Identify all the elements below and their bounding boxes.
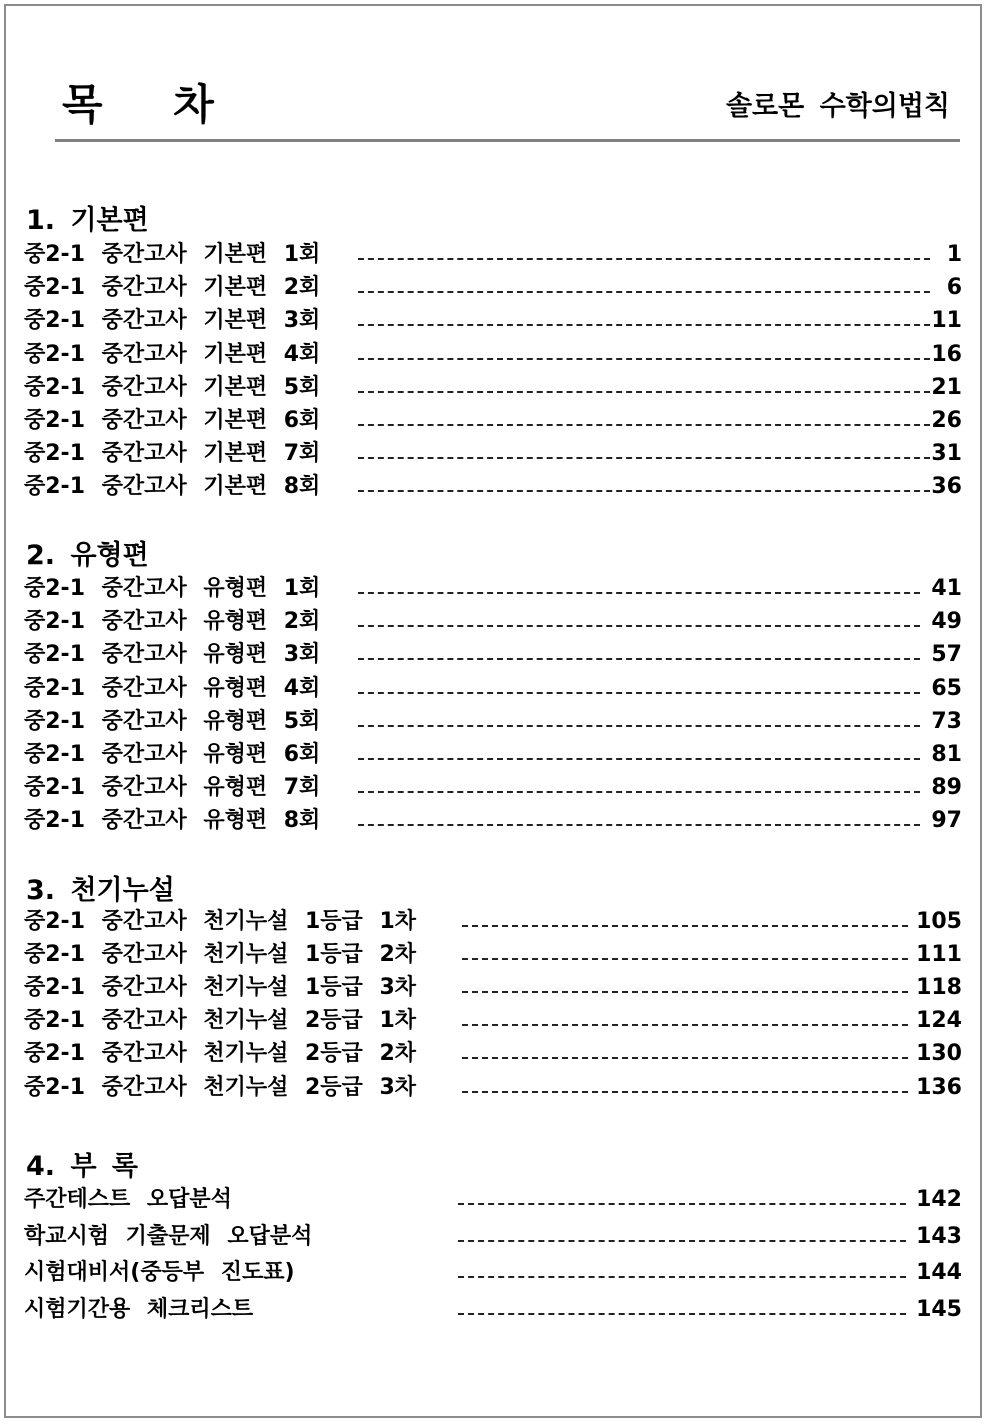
toc-entry-label: 중2-1 중간고사 천기누설 2등급 3차 xyxy=(24,1074,417,1100)
toc-entry-page-number: 81 xyxy=(931,742,962,767)
toc-entry-label: 중2-1 중간고사 유형편 4회 xyxy=(24,675,321,701)
toc-entry[interactable] xyxy=(0,407,990,440)
toc-entry-label: 중2-1 중간고사 유형편 2회 xyxy=(24,609,321,635)
toc-entry-label: 중2-1 중간고사 유형편 8회 xyxy=(24,808,321,834)
toc-entry-page-number: 124 xyxy=(916,1008,962,1034)
toc-entry-page-number: 73 xyxy=(931,708,962,734)
toc-entry-page-number: 143 xyxy=(916,1223,962,1249)
toc-entry-page-number: 65 xyxy=(931,675,962,701)
dotted-leader xyxy=(462,1057,908,1059)
dotted-leader xyxy=(358,658,920,660)
toc-entry-label: 중2-1 중간고사 기본편 5회 xyxy=(24,374,321,400)
toc-entry-page-number: 105 xyxy=(916,909,962,934)
toc-entry[interactable] xyxy=(0,1223,990,1256)
toc-entry[interactable] xyxy=(0,241,990,274)
dotted-leader xyxy=(358,291,930,293)
dotted-leader xyxy=(358,324,930,326)
header-divider xyxy=(55,139,960,142)
dotted-leader xyxy=(358,692,920,694)
toc-entry-page-number: 136 xyxy=(916,1074,962,1100)
toc-entry[interactable] xyxy=(0,307,990,340)
toc-entry-label: 중2-1 중간고사 유형편 7회 xyxy=(24,775,321,801)
toc-entry-label: 중2-1 중간고사 천기누설 1등급 1차 xyxy=(24,909,417,934)
toc-entry[interactable] xyxy=(0,1007,990,1040)
section-title: 4. 부 록 xyxy=(26,1151,139,1182)
toc-entry[interactable] xyxy=(0,575,990,608)
toc-entry-page-number: 145 xyxy=(916,1297,962,1323)
toc-entry-page-number: 89 xyxy=(931,775,962,801)
dotted-leader xyxy=(358,824,920,826)
dotted-leader xyxy=(458,1203,906,1205)
toc-entry[interactable] xyxy=(0,608,990,641)
toc-entry-page-number: 1 xyxy=(946,242,962,267)
dotted-leader xyxy=(462,1024,908,1026)
toc-entry[interactable] xyxy=(0,374,990,407)
toc-entry-page-number: 6 xyxy=(946,275,962,301)
toc-entry-label: 중2-1 중간고사 기본편 6회 xyxy=(24,408,321,433)
dotted-leader xyxy=(462,1091,908,1093)
book-brand: 솔로몬 수학의법칙 xyxy=(725,91,950,122)
toc-entry-label: 중2-1 중간고사 천기누설 1등급 3차 xyxy=(24,975,417,1001)
toc-entry[interactable] xyxy=(0,1186,990,1219)
toc-entry-label: 중2-1 중간고사 천기누설 1등급 2차 xyxy=(24,942,417,968)
toc-entry-label: 중2-1 중간고사 유형편 6회 xyxy=(24,742,321,767)
page-title: 목 차 xyxy=(62,80,242,129)
toc-entry-label: 중2-1 중간고사 기본편 2회 xyxy=(24,275,321,301)
toc-entry-label: 중2-1 중간고사 기본편 7회 xyxy=(24,441,321,467)
toc-entry-page-number: 49 xyxy=(931,609,962,635)
dotted-leader xyxy=(358,457,930,459)
dotted-leader xyxy=(458,1240,906,1242)
toc-entry-label: 학교시험 기출문제 오답분석 xyxy=(24,1223,313,1249)
toc-entry-label: 중2-1 중간고사 유형편 1회 xyxy=(24,576,321,601)
toc-entry-page-number: 144 xyxy=(916,1260,962,1286)
toc-entry-page-number: 142 xyxy=(916,1187,962,1212)
dotted-leader xyxy=(358,424,930,426)
toc-entry[interactable] xyxy=(0,1259,990,1292)
toc-entry[interactable] xyxy=(0,1296,990,1329)
toc-entry[interactable] xyxy=(0,675,990,708)
toc-entry-label: 중2-1 중간고사 기본편 8회 xyxy=(24,474,321,500)
dotted-leader xyxy=(458,1276,906,1278)
toc-entry-label: 중2-1 중간고사 천기누설 2등급 1차 xyxy=(24,1008,417,1034)
toc-entry[interactable] xyxy=(0,1074,990,1107)
toc-entry[interactable] xyxy=(0,941,990,974)
toc-entry-page-number: 118 xyxy=(916,975,962,1001)
toc-entry-label: 주간테스트 오답분석 xyxy=(24,1187,232,1212)
toc-entry[interactable] xyxy=(0,908,990,941)
toc-entry[interactable] xyxy=(0,1040,990,1073)
toc-entry-label: 중2-1 중간고사 기본편 1회 xyxy=(24,242,321,267)
toc-entry[interactable] xyxy=(0,274,990,307)
dotted-leader xyxy=(358,758,920,760)
toc-entry-page-number: 11 xyxy=(931,308,962,334)
toc-entry[interactable] xyxy=(0,473,990,506)
dotted-leader xyxy=(462,925,908,927)
toc-entry-page-number: 26 xyxy=(931,408,962,433)
dotted-leader xyxy=(358,258,930,260)
toc-entry-label: 중2-1 중간고사 기본편 4회 xyxy=(24,341,321,367)
toc-entry[interactable] xyxy=(0,774,990,807)
toc-entry-label: 중2-1 중간고사 천기누설 2등급 2차 xyxy=(24,1041,417,1067)
dotted-leader xyxy=(358,490,930,492)
toc-entry-page-number: 21 xyxy=(931,374,962,400)
toc-entry[interactable] xyxy=(0,741,990,774)
toc-entry-label: 시험기간용 체크리스트 xyxy=(24,1297,254,1323)
dotted-leader xyxy=(358,592,920,594)
section-title: 3. 천기누설 xyxy=(26,875,175,906)
toc-entry[interactable] xyxy=(0,641,990,674)
dotted-leader xyxy=(458,1313,906,1315)
toc-entry[interactable] xyxy=(0,708,990,741)
toc-entry[interactable] xyxy=(0,341,990,374)
dotted-leader xyxy=(358,625,920,627)
toc-entry[interactable] xyxy=(0,807,990,840)
toc-entry-label: 중2-1 중간고사 유형편 3회 xyxy=(24,642,321,668)
toc-entry-page-number: 57 xyxy=(931,642,962,668)
dotted-leader xyxy=(358,358,930,360)
toc-entry[interactable] xyxy=(0,440,990,473)
toc-entry-label: 중2-1 중간고사 기본편 3회 xyxy=(24,308,321,334)
toc-entry-label: 시험대비서(중등부 진도표) xyxy=(24,1260,295,1286)
toc-entry-page-number: 36 xyxy=(931,474,962,500)
toc-entry-page-number: 130 xyxy=(916,1041,962,1067)
dotted-leader xyxy=(358,391,930,393)
toc-entry-page-number: 111 xyxy=(916,942,962,968)
dotted-leader xyxy=(462,958,908,960)
dotted-leader xyxy=(358,791,920,793)
toc-entry-page-number: 16 xyxy=(931,341,962,367)
section-title: 2. 유형편 xyxy=(26,540,149,571)
section-title: 1. 기본편 xyxy=(26,205,149,236)
toc-entry-label: 중2-1 중간고사 유형편 5회 xyxy=(24,708,321,734)
toc-entry-page-number: 31 xyxy=(931,441,962,467)
toc-entry-page-number: 41 xyxy=(931,576,962,601)
dotted-leader xyxy=(462,991,908,993)
dotted-leader xyxy=(358,725,920,727)
toc-entry-page-number: 97 xyxy=(931,808,962,834)
toc-entry[interactable] xyxy=(0,974,990,1007)
